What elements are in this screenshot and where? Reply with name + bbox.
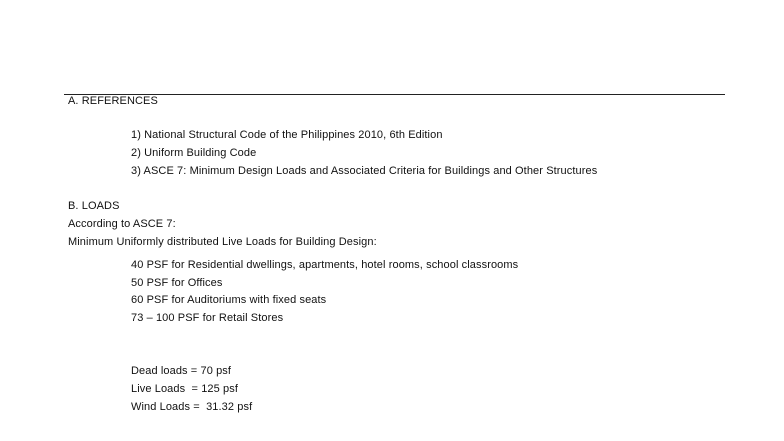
reference-item-1: 1) National Structural Code of the Philippines 2010, 6th Edition: [131, 129, 443, 141]
live-load-item-1: 40 PSF for Residential dwellings, apartments, hotel rooms, school classrooms: [131, 259, 519, 271]
references-heading: A. REFERENCES: [68, 95, 158, 107]
reference-item-2: 2) Uniform Building Code: [131, 147, 257, 159]
loads-subtitle: Minimum Uniformly distributed Live Loads for Building Design:: [68, 236, 377, 248]
loads-source: According to ASCE 7:: [68, 218, 176, 230]
live-load-value: Live Loads = 125 psf: [131, 383, 238, 395]
top-rule: [64, 94, 725, 95]
reference-item-3: 3) ASCE 7: Minimum Design Loads and Associated Criteria for Buildings and Other Structures: [131, 165, 598, 177]
live-load-item-4: 73 – 100 PSF for Retail Stores: [131, 312, 284, 324]
dead-load-value: Dead loads = 70 psf: [131, 365, 232, 377]
live-load-item-3: 60 PSF for Auditoriums with fixed seats: [131, 294, 327, 306]
live-load-item-2: 50 PSF for Offices: [131, 277, 223, 289]
loads-heading: B. LOADS: [68, 200, 120, 212]
wind-load-value: Wind Loads = 31.32 psf: [131, 401, 253, 413]
